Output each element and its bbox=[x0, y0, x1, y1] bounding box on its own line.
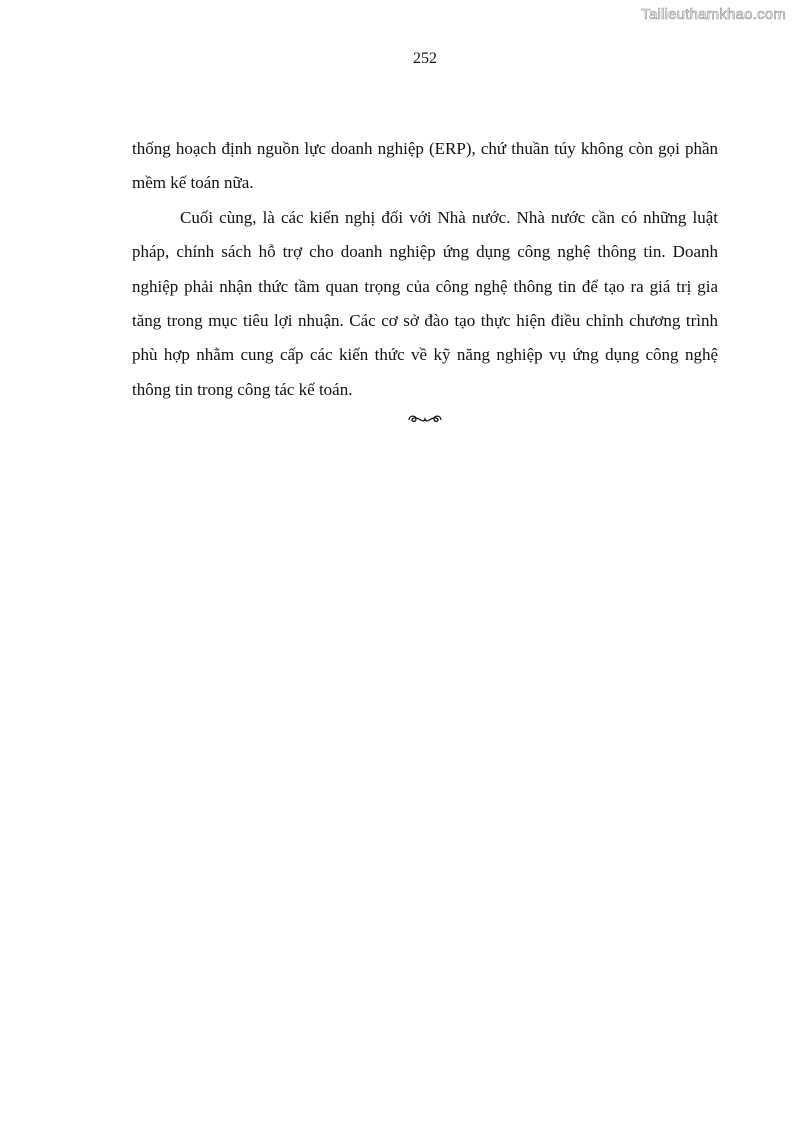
section-end-ornament-icon bbox=[132, 409, 718, 435]
paragraph-continuation: thống hoạch định nguồn lực doanh nghiệp (ERP), chứ thuần túy không còn gọi phần mềm kế toán nữa. bbox=[132, 139, 718, 193]
page-number: 252 bbox=[413, 50, 437, 67]
ornament-glyph bbox=[405, 412, 445, 426]
watermark: Tailieuthamkhao.com bbox=[641, 6, 786, 23]
paragraph-recommendations: Cuối cùng, là các kiến nghị đối với Nhà nước. Nhà nước cần có những luật pháp, chính sách hỗ trợ cho doanh nghiệp ứng dụng công nghệ thông tin. Doanh nghiệp phải nhận thức tầm quan trọng của công nghệ thông tin để tạo ra giá trị gia tăng trong mục tiêu lợi nhuận. Các cơ sở đào tạo thực hiện điều chỉnh chương trình phù hợp nhằm cung cấp các kiến thức về kỹ năng nghiệp vụ ứng dụng công nghệ thông tin trong công tác kế toán. bbox=[132, 207, 718, 399]
document-body bbox=[132, 132, 718, 435]
